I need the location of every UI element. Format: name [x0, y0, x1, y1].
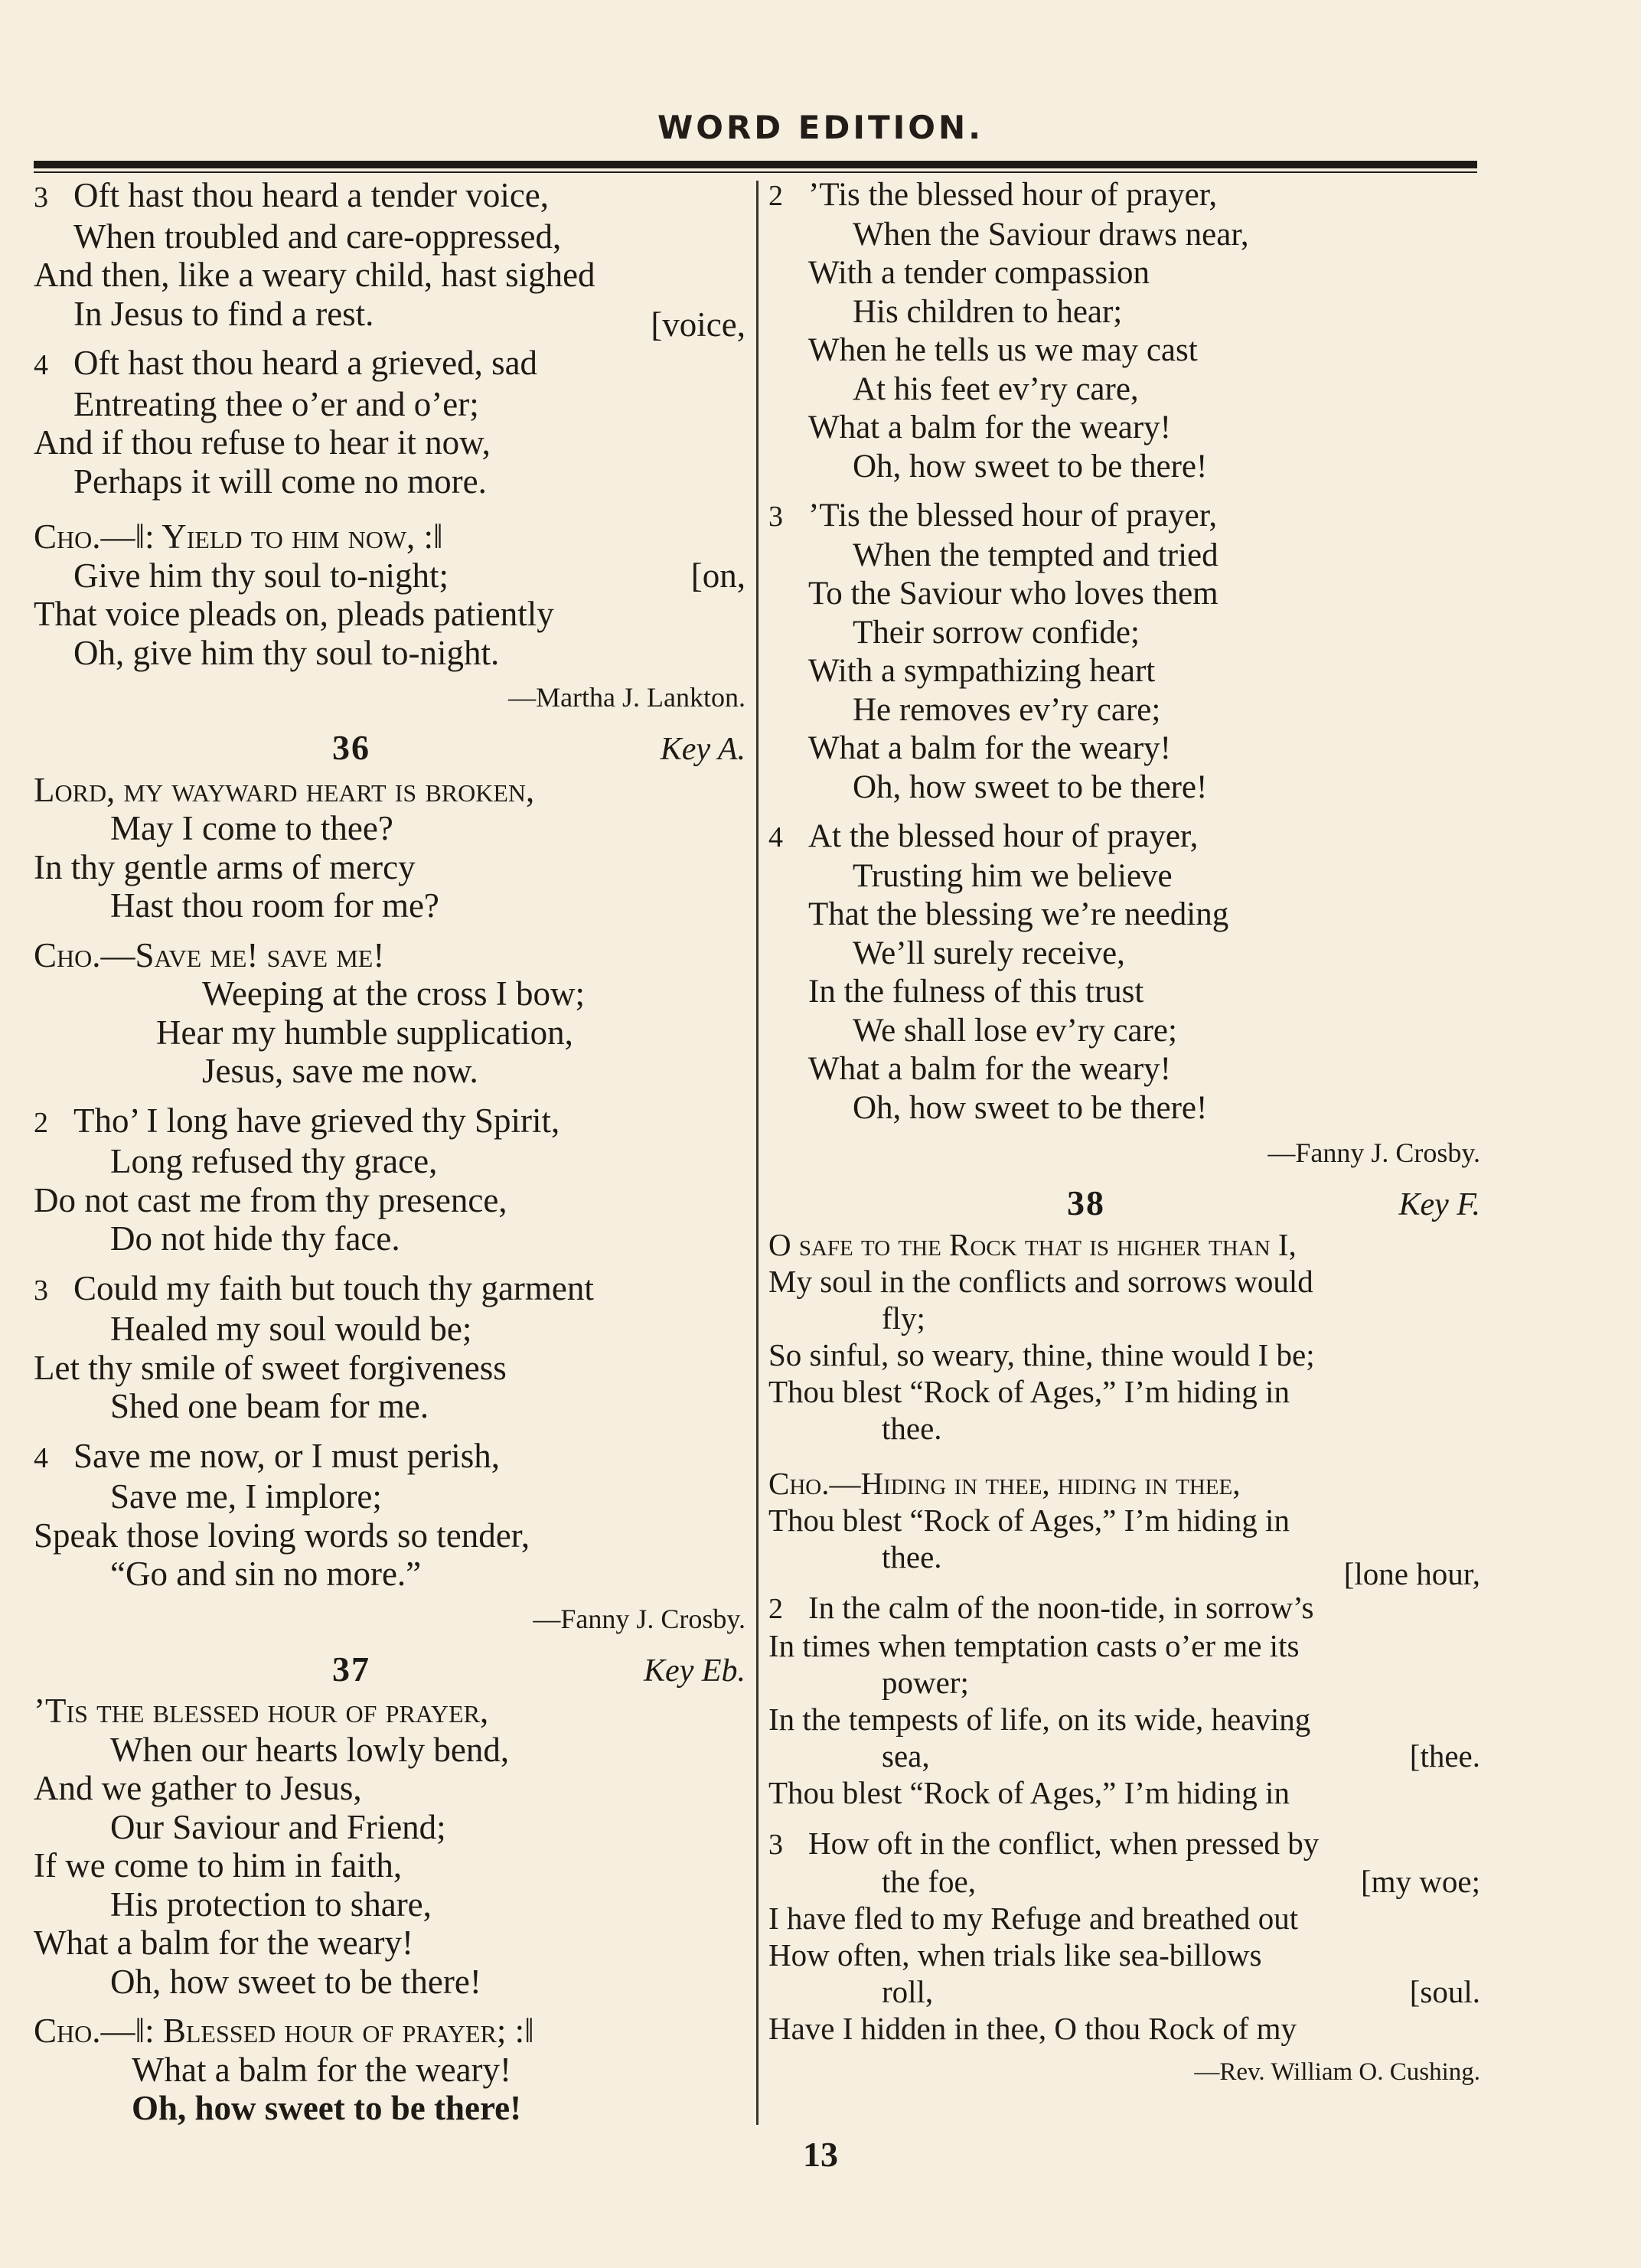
hymn37-chorus: Cho.—‖: Blessed hour of prayer; :‖ What a balm for the weary! Oh, how sweet to be there!: [34, 2012, 534, 2127]
hymn36-stanza1: Lord, my wayward heart is broken, May I come to thee? In thy gentle arms of mercy Hast thou room for me?: [34, 770, 535, 925]
hymn38-author: —Rev. William O. Cushing.: [1194, 2058, 1480, 2086]
hymn-key: Key F.: [1398, 1187, 1480, 1222]
hymn-number: 37: [332, 1649, 370, 1689]
page-header: WORD EDITION.: [657, 109, 984, 146]
hymn35-chorus: Cho.—‖: Yield to him now, :‖ Give him thy soul to-night; [on, That voice pleads on, pleads patiently Oh, give him thy soul to-night.: [34, 517, 745, 672]
hymn35-stanza3: 3 Oft hast thou heard a tender voice, When troubled and care-oppressed, And then, like a weary child, hast sighed In Jesus to find a rest. [voice,: [34, 176, 745, 344]
column-divider: [756, 181, 759, 2125]
hymn36-stanza3: 3 Could my faith but touch thy garment Healed my soul would be; Let thy smile of sweet forgiveness Shed one beam for me.: [34, 1268, 594, 1425]
header-rule: [34, 161, 1477, 168]
hymn38-chorus: Cho.—Hiding in thee, hiding in thee, Thou blest “Rock of Ages,” I’m hiding in thee. [lone hour,: [768, 1465, 1480, 1591]
header-rule-thin: [34, 171, 1477, 173]
hymn37-author: —Fanny J. Crosby.: [1267, 1137, 1480, 1168]
right-column: [768, 176, 1480, 2103]
hymn-number: 38: [1067, 1183, 1105, 1222]
hymn36-heading: [34, 729, 745, 769]
hymn37-stanza3: 3 ’Tis the blessed hour of prayer, When the tempted and tried To the Saviour who loves them Their sorrow confide; With a sympathizing heart He removes ev’ry care; What a balm for the weary! Oh, how sweet to be there!: [768, 498, 1219, 805]
hymn38-heading: [768, 1184, 1480, 1225]
hymn38-stanza2: 2 In the calm of the noon-tide, in sorrow’s In times when temptation casts o’er me its power; In the tempests of life, on its wide, heaving sea, [thee. Thou blest “Rock of Ages,” I’m hiding in: [768, 1589, 1480, 1810]
hymn37-heading: [34, 1650, 745, 1691]
left-column: [34, 176, 745, 2139]
hymn36-author: —Fanny J. Crosby.: [533, 1603, 745, 1634]
hymn38-stanza1: O safe to the Rock that is higher than I, My soul in the conflicts and sorrows would fly; So sinful, so weary, thine, thine would I be; Thou blest “Rock of Ages,” I’m hiding in thee.: [768, 1226, 1315, 1446]
hymn37-stanza4: 4 At the blessed hour of prayer, Trusting him we believe That the blessing we’re needing We’ll surely receive, In the fulness of this trust We shall lose ev’ry care; What a balm for the weary! Oh, how sweet to be there!: [768, 818, 1229, 1126]
hymn35-author: —Martha J. Lankton.: [508, 682, 745, 713]
hymn36-stanza2: 2 Tho’ I long have grieved thy Spirit, Long refused thy grace, Do not cast me from thy presence, Do not hide thy face.: [34, 1101, 560, 1258]
hymn-key: Key A.: [660, 732, 745, 767]
hymn-number: 36: [332, 728, 370, 767]
hymn36-stanza4: 4 Save me now, or I must perish, Save me, I implore; Speak those loving words so tender, “Go and sin no more.”: [34, 1436, 530, 1593]
hymn35-stanza4: 4 Oft hast thou heard a grieved, sad Entreating thee o’er and o’er; And if thou refuse to hear it now, Perhaps it will come no more.: [34, 344, 538, 501]
hymn38-stanza3: 3 How oft in the conflict, when pressed by the foe, [my woe; I have fled to my Refuge and breathed out How often, when trials like sea-billows roll, [soul. Have I hidden in thee, O thou Rock of my: [768, 1825, 1480, 2046]
hymn37-stanza2: 2 ’Tis the blessed hour of prayer, When the Saviour draws near, With a tender compassion His children to hear; When he tells us we may cast At his feet ev’ry care, What a balm for the weary! Oh, how sweet to be there!: [768, 177, 1249, 485]
hymn-key: Key Eb.: [644, 1653, 745, 1689]
hymn37-stanza1: ’Tis the blessed hour of prayer, When our hearts lowly bend, And we gather to Jesus, Our Saviour and Friend; If we come to him in faith, His protection to share, What a balm for the weary! Oh, how sweet to be there!: [34, 1692, 510, 2001]
hymn36-chorus: Cho.—Save me! save me! Weeping at the cross I bow; Hear my humble supplication, Jesus, save me now.: [34, 935, 585, 1090]
page-number: 13: [803, 2135, 838, 2174]
